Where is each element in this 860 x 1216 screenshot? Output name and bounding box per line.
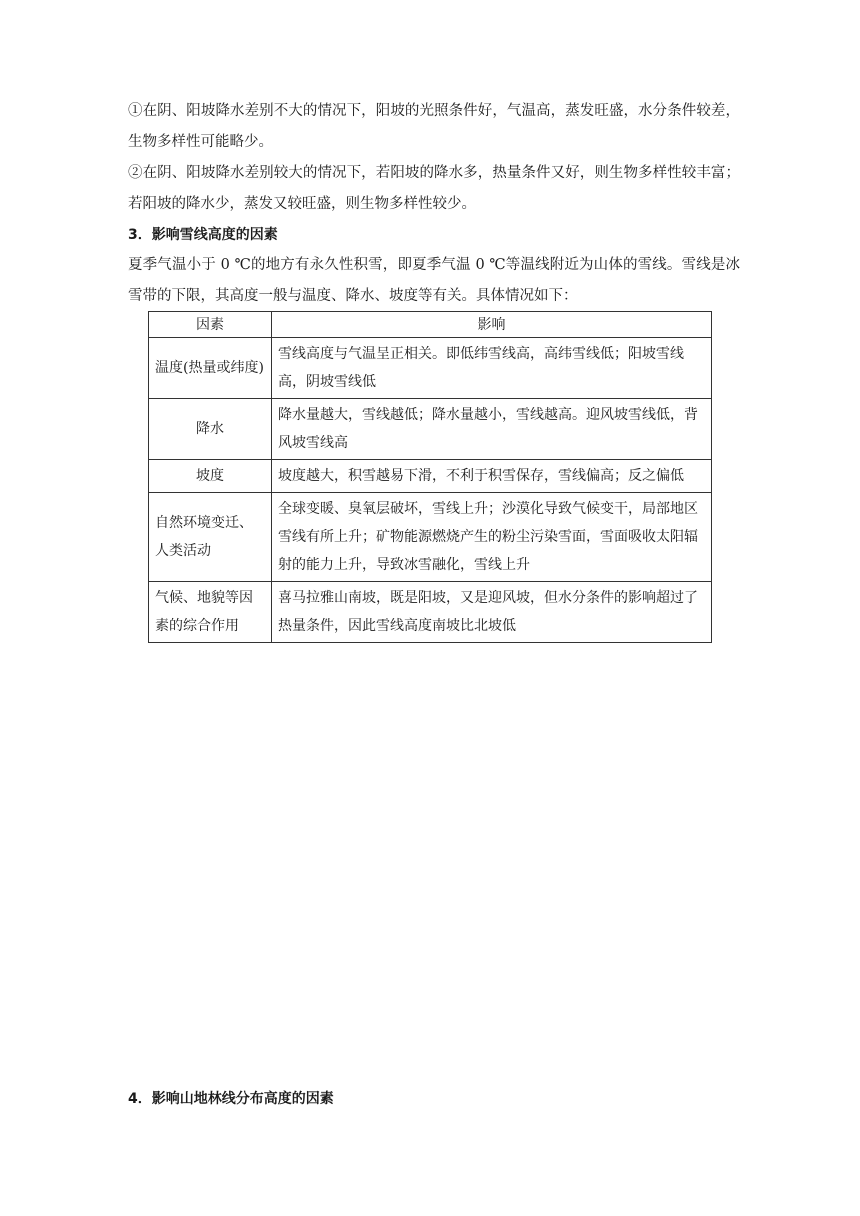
effect-cell: 降水量越大，雪线越低；降水量越小，雪线越高。迎风坡雪线低，背风坡雪线高	[272, 399, 712, 460]
table-row	[149, 399, 712, 460]
paragraph-1: ①在阴、阳坡降水差别不大的情况下，阳坡的光照条件好，气温高，蒸发旺盛，水分条件较差，生物多样性可能略少。	[128, 103, 740, 150]
section-3-intro: 夏季气温小于 0 ℃的地方有永久性积雪，即夏季气温 0 ℃等温线附近为山体的雪线。雪线是冰雪带的下限，其高度一般与温度、降水、坡度等有关。具体情况如下：	[128, 257, 740, 304]
table-header-row	[149, 312, 712, 338]
table-row	[149, 460, 712, 493]
paragraph-2: ②在阴、阳坡降水差别较大的情况下，若阳坡的降水多，热量条件又好，则生物多样性较丰富；若阳坡的降水少，蒸发又较旺盛，则生物多样性较少。	[128, 165, 740, 212]
factor-cell: 自然环境变迁、人类活动	[149, 493, 272, 582]
effect-cell: 全球变暖、臭氧层破坏，雪线上升；沙漠化导致气候变干，局部地区雪线有所上升；矿物能源燃烧产生的粉尘污染雪面，雪面吸收太阳辐射的能力上升，导致冰雪融化，雪线上升	[272, 493, 712, 582]
snowline-factors-table	[148, 311, 712, 643]
section-4-heading: 4．影响山地林线分布高度的因素	[128, 1091, 334, 1107]
factor-cell: 气候、地貌等因素的综合作用	[149, 582, 272, 643]
factor-cell: 降水	[149, 399, 272, 460]
effect-cell: 坡度越大，积雪越易下滑，不利于积雪保存，雪线偏高；反之偏低	[272, 460, 712, 493]
table-header-factor: 因素	[149, 312, 272, 338]
document-body	[128, 96, 740, 312]
table-header-effect: 影响	[272, 312, 712, 338]
effect-cell: 喜马拉雅山南坡，既是阳坡，又是迎风坡，但水分条件的影响超过了热量条件，因此雪线高度南坡比北坡低	[272, 582, 712, 643]
table-row	[149, 493, 712, 582]
table-row	[149, 582, 712, 643]
factor-cell: 坡度	[149, 460, 272, 493]
factor-cell: 温度(热量或纬度)	[149, 338, 272, 399]
table-row	[149, 338, 712, 399]
section-3-heading: 3．影响雪线高度的因素	[128, 227, 278, 243]
effect-cell: 雪线高度与气温呈正相关。即低纬雪线高，高纬雪线低；阳坡雪线高，阴坡雪线低	[272, 338, 712, 399]
